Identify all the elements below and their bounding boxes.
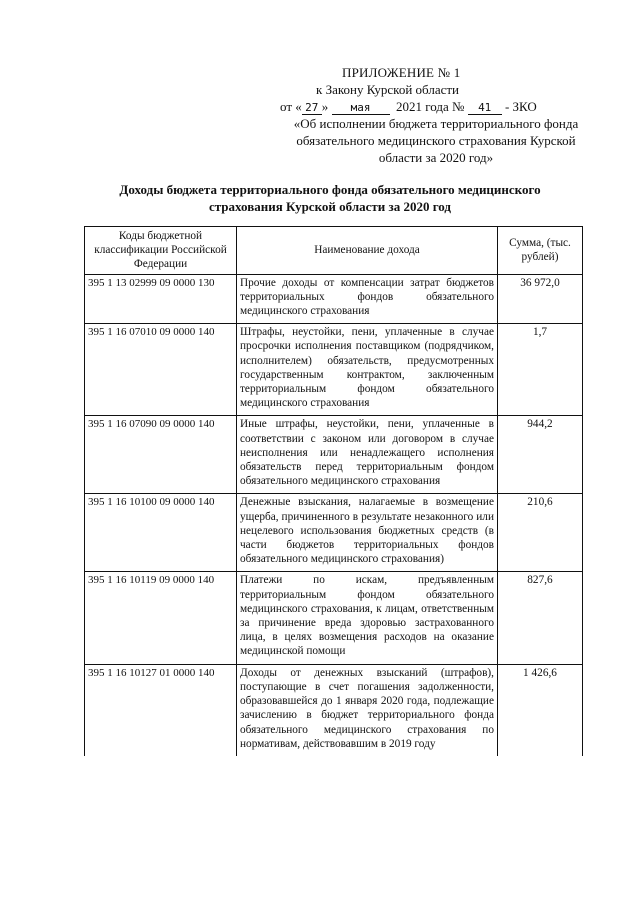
- income-table: [84, 226, 583, 756]
- law-number-suffix: - ЗКО: [504, 99, 537, 114]
- document-title: Доходы бюджета территориального фонда обязательного медицинского страхования Курской области за 2020 год: [119, 182, 541, 214]
- row-code: 395 1 16 07090 09 0000 140: [85, 416, 237, 494]
- table-row: [85, 572, 583, 664]
- header-name: Наименование дохода: [237, 227, 498, 275]
- row-code: 395 1 16 10100 09 0000 140: [85, 494, 237, 572]
- appendix-block: [280, 64, 586, 166]
- row-sum: 210,6: [498, 494, 583, 572]
- date-year: 2021 года №: [396, 99, 465, 114]
- table-row: [85, 664, 583, 756]
- row-sum: 1,7: [498, 324, 583, 416]
- row-name: Иные штрафы, неустойки, пени, уплаченные в соответствии с законом или договором в случае неисполнения или ненадлежащего исполнения обязательств перед территориальным фондом обязательного медицинского страхования: [237, 416, 498, 494]
- law-number: 41: [468, 102, 502, 115]
- row-code: 395 1 16 10127 01 0000 140: [85, 664, 237, 756]
- table-row: [85, 324, 583, 416]
- table-row: [85, 494, 583, 572]
- row-name: Прочие доходы от компенсации затрат бюджетов территориальных фондов обязательного медицинского страхования: [237, 274, 498, 324]
- row-name: Штрафы, неустойки, пени, уплаченные в случае просрочки исполнения поставщиком (подрядчиком, исполнителем) обязательств, предусмотренных государственным контрактом, заключенным территориальным фондом обязательного медицинского страхования: [237, 324, 498, 416]
- date-day: 27: [302, 102, 322, 115]
- appendix-date-line: [280, 98, 586, 115]
- appendix-law-reference: к Закону Курской области: [316, 82, 459, 97]
- table-header-row: [85, 227, 583, 275]
- table-row: [85, 416, 583, 494]
- header-sum: Сумма, (тыс. рублей): [498, 227, 583, 275]
- row-sum: 827,6: [498, 572, 583, 664]
- row-name: Платежи по искам, предъявленным территориальным фондом обязательного медицинского страхования, к лицам, ответственным за причинение вреда здоровью застрахованного лица, в целях возмещения расходов на оказание медицинской помощи: [237, 572, 498, 664]
- date-month: мая: [332, 102, 390, 115]
- row-name: Денежные взыскания, налагаемые в возмещение ущерба, причиненного в результате незаконного или нецелевого использования бюджетных средств (в части бюджетов территориальных фондов обязательного медицинского страхования): [237, 494, 498, 572]
- table-row: [85, 274, 583, 324]
- row-sum: 944,2: [498, 416, 583, 494]
- row-code: 395 1 16 07010 09 0000 140: [85, 324, 237, 416]
- date-mid: »: [321, 99, 329, 114]
- row-sum: 1 426,6: [498, 664, 583, 756]
- row-code: 395 1 16 10119 09 0000 140: [85, 572, 237, 664]
- row-sum: 36 972,0: [498, 274, 583, 324]
- row-name: Доходы от денежных взысканий (штрафов), поступающие в счет погашения задолженности, образовавшейся до 1 января 2020 года, подлежащие зачислению в бюджет территориального фонда обязательного медицинского страхования по нормативам, действовавшим в 2019 году: [237, 664, 498, 756]
- date-prefix: от «: [280, 99, 302, 114]
- appendix-title: ПРИЛОЖЕНИЕ № 1: [342, 65, 461, 80]
- row-code: 395 1 13 02999 09 0000 130: [85, 274, 237, 324]
- header-codes: Коды бюджетной классификации Российской Федерации: [85, 227, 237, 275]
- appendix-subject: «Об исполнении бюджета территориального фонда обязательного медицинского страхования Курской области за 2020 год»: [293, 116, 579, 165]
